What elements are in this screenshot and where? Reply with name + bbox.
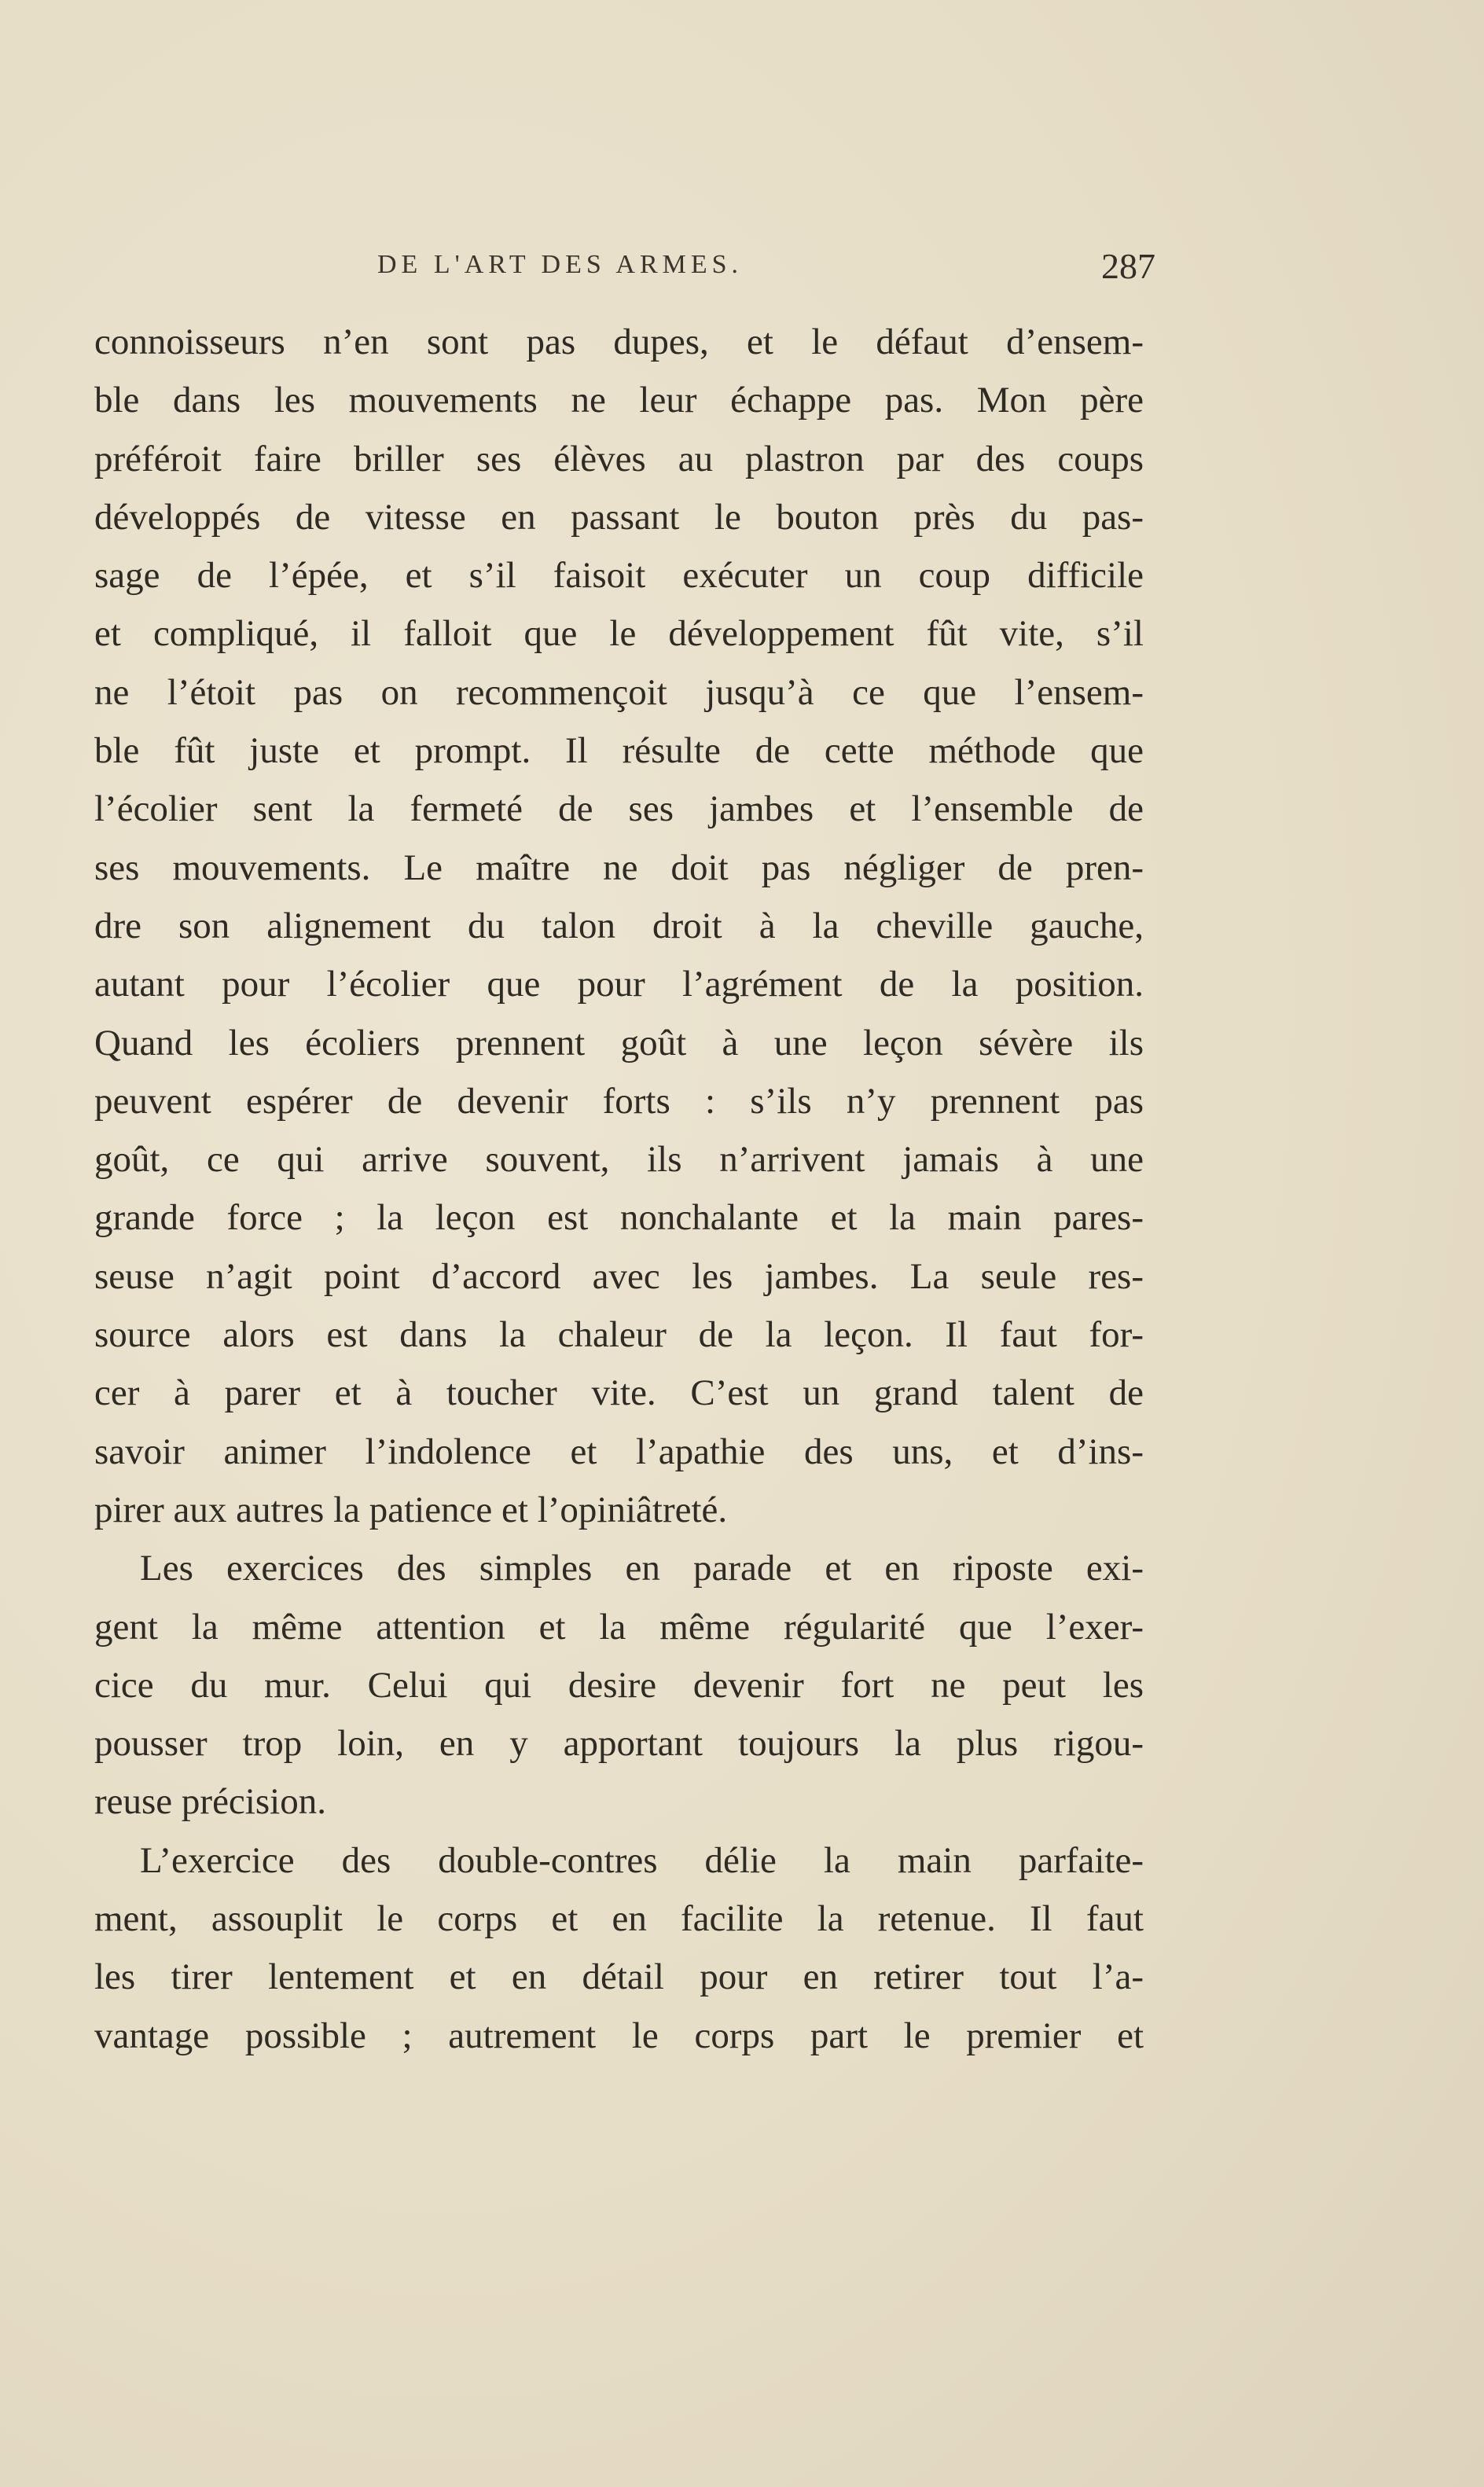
text-line: goût, ce qui arrive souvent, ils n’arrivent jamais à une (94, 1139, 1144, 1181)
text-line: reuse précision. (94, 1781, 326, 1823)
text-line: gent la même attention et la même régularité que l’exer- (94, 1606, 1144, 1648)
text-line: vantage possible ; autrement le corps part le premier et (94, 2015, 1144, 2056)
running-head (94, 246, 1155, 297)
text-line: sage de l’épée, et s’il faisoit exécuter un coup difficile (94, 555, 1144, 597)
text-line: seuse n’agit point d’accord avec les jambes. La seule res- (94, 1255, 1144, 1297)
text-line: ses mouvements. Le maître ne doit pas négliger de pren- (94, 847, 1144, 888)
text-line: et compliqué, il falloit que le développement fût vite, s’il (94, 613, 1144, 655)
text-line: autant pour l’écolier que pour l’agrément de la position. (94, 964, 1144, 1005)
text-line: L’exercice des double-contres délie la main parfaite- (140, 1839, 1144, 1881)
text-line: dre son alignement du talon droit à la cheville gauche, (94, 905, 1144, 946)
text-line: préféroit faire briller ses élèves au plastron par des coups (94, 438, 1144, 479)
text-line: ne l’étoit pas on recommençoit jusqu’à ce que l’ensem- (94, 671, 1144, 713)
paragraph (94, 313, 1144, 1539)
text-line: ble dans les mouvements ne leur échappe pas. Mon père (94, 380, 1144, 421)
text-line: Quand les écoliers prennent goût à une leçon sévère ils (94, 1022, 1144, 1063)
paragraph (94, 1539, 1144, 1831)
text-line: savoir animer l’indolence et l’apathie des uns, et d’ins- (94, 1431, 1144, 1472)
paragraph (94, 1831, 1144, 2065)
body-text (94, 313, 1144, 2065)
page-number: 287 (1101, 246, 1155, 286)
text-line: cer à parer et à toucher vite. C’est un grand talent de (94, 1372, 1144, 1414)
running-head-title: DE L'ART DES ARMES. (377, 250, 744, 279)
text-line: Les exercices des simples en parade et en riposte exi- (140, 1548, 1144, 1589)
text-line: cice du mur. Celui qui desire devenir fort ne peut les (94, 1664, 1144, 1706)
text-line: source alors est dans la chaleur de la leçon. Il faut for- (94, 1314, 1144, 1356)
text-line: peuvent espérer de devenir forts : s’ils n’y prennent pas (94, 1080, 1144, 1122)
text-line: les tirer lentement et en détail pour en retirer tout l’a- (94, 1956, 1144, 1998)
text-line: grande force ; la leçon est nonchalante et la main pares- (94, 1197, 1144, 1239)
text-line: connoisseurs n’en sont pas dupes, et le défaut d’ensem- (94, 321, 1144, 362)
text-line: l’écolier sent la fermeté de ses jambes et l’ensemble de (94, 788, 1144, 830)
text-line: développés de vitesse en passant le bouton près du pas- (94, 496, 1144, 538)
text-line: pirer aux autres la patience et l’opiniâtreté. (94, 1489, 728, 1530)
text-line: ment, assouplit le corps et en facilite la retenue. Il faut (94, 1898, 1144, 1940)
text-line: pousser trop loin, en y apportant toujours la plus rigou- (94, 1723, 1144, 1765)
text-line: ble fût juste et prompt. Il résulte de cette méthode que (94, 730, 1144, 772)
